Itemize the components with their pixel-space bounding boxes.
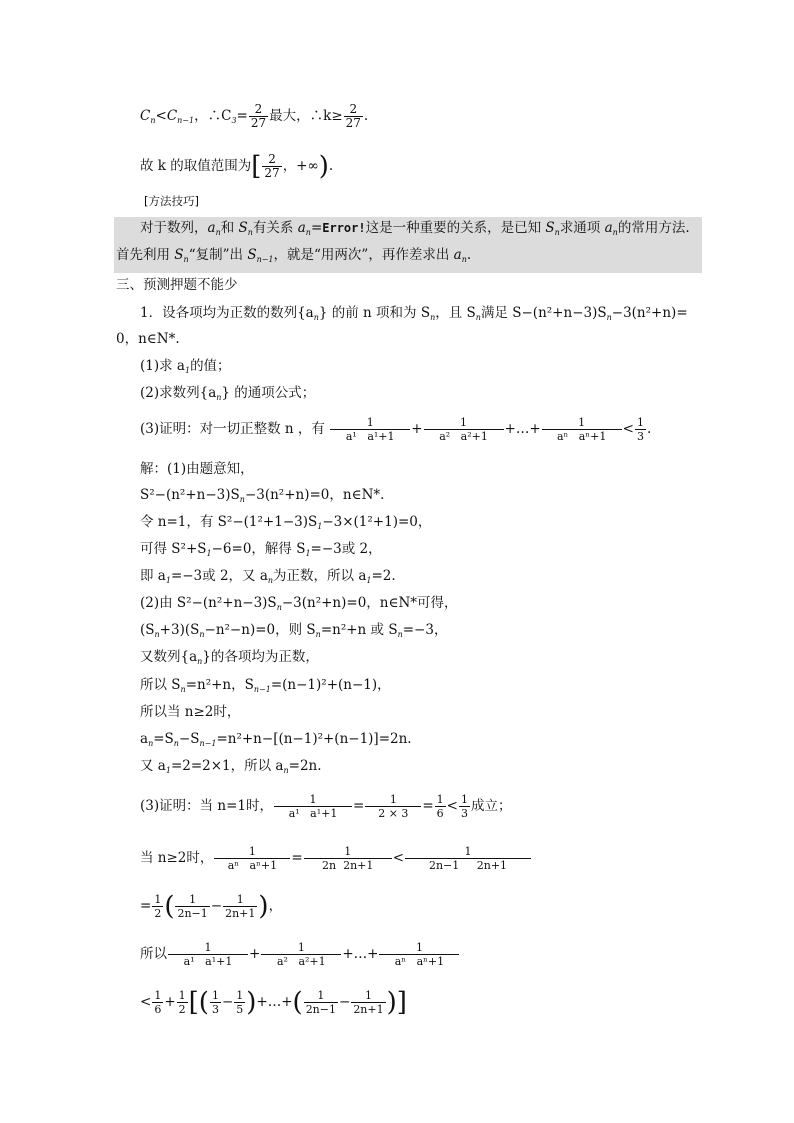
sub: n bbox=[313, 313, 319, 322]
text: 当 n≥2时， bbox=[140, 850, 214, 866]
question-1-part-3 bbox=[140, 416, 651, 443]
proof-sum bbox=[140, 941, 460, 968]
text: . bbox=[466, 247, 472, 263]
fraction-1-3-b bbox=[459, 793, 470, 820]
question-1-part-1: (1)求 $a_1$的值； bbox=[140, 358, 231, 375]
paren: ) bbox=[246, 987, 257, 1018]
lt: < bbox=[622, 421, 634, 437]
eq: = bbox=[291, 850, 303, 866]
frac-num: 1 bbox=[236, 989, 244, 1002]
eq: = bbox=[140, 898, 152, 914]
text: 这是一种重要的关系，是已知 bbox=[365, 220, 546, 236]
period: . bbox=[646, 421, 652, 437]
period: . bbox=[328, 158, 334, 174]
line-c-compare bbox=[140, 103, 368, 130]
therefore-c: ，∴C bbox=[194, 108, 232, 124]
sub-3: 3 bbox=[231, 116, 237, 125]
text: ，就是“用两次”，再作差求出 bbox=[273, 247, 454, 263]
fraction-1-2-b bbox=[177, 989, 188, 1016]
text: 的常用方法. bbox=[617, 220, 690, 236]
den-part: 2n−1 bbox=[428, 859, 460, 872]
fraction-1-over-2x3 bbox=[365, 793, 421, 820]
den-part: a¹+1 bbox=[310, 807, 338, 820]
fraction-2-27-b bbox=[344, 103, 363, 130]
text: =−3或 2，又 a bbox=[170, 568, 268, 584]
frac-num: 2 bbox=[254, 102, 263, 116]
solution-line-5 bbox=[140, 594, 458, 617]
period: . bbox=[363, 108, 369, 124]
sub: n bbox=[315, 630, 321, 639]
error-text: Error! bbox=[322, 221, 366, 235]
frac-den: 27 bbox=[250, 116, 267, 130]
sub: n bbox=[283, 766, 289, 775]
fraction-2-27 bbox=[249, 103, 268, 130]
sub: n bbox=[239, 495, 245, 504]
frac-num: 1 bbox=[389, 793, 397, 806]
var: a bbox=[604, 220, 613, 236]
solution-line-3: 可得 $S^2+S_1-6=0$，解得 $S_1=-3$或 2， bbox=[140, 541, 382, 558]
den-part: aⁿ+1 bbox=[578, 430, 607, 443]
sub: n bbox=[148, 739, 154, 748]
line-range-k bbox=[140, 153, 333, 180]
frac-num: 1 bbox=[189, 893, 197, 906]
frac-num: 1 bbox=[309, 793, 317, 806]
var: S bbox=[238, 220, 248, 236]
frac-den: 2 bbox=[178, 1003, 186, 1016]
fraction-1-6 bbox=[435, 793, 446, 820]
max-therefore-k: 最大，∴k≥ bbox=[269, 108, 343, 124]
fraction-term-2 bbox=[424, 416, 504, 443]
sub: n bbox=[305, 228, 311, 237]
frac-num: 1 bbox=[578, 416, 586, 429]
var: S bbox=[545, 220, 555, 236]
text: =2=2×1，所以 a bbox=[170, 758, 284, 774]
var: S bbox=[247, 247, 257, 263]
question-1-stem bbox=[140, 304, 688, 327]
frac-den: 3 bbox=[636, 430, 644, 443]
sub: n bbox=[247, 228, 253, 237]
lt: < bbox=[392, 850, 405, 866]
frac-den: 3 bbox=[211, 1003, 219, 1016]
frac-num: 1 bbox=[236, 893, 244, 906]
den-part: a² bbox=[439, 430, 451, 443]
proof-n1 bbox=[140, 793, 511, 820]
text: 令 n=1，有 S²−(1²+1−3)S bbox=[140, 514, 318, 530]
sub-n: n bbox=[150, 116, 156, 125]
den-part: aⁿ+1 bbox=[249, 859, 278, 872]
frac-num: 1 bbox=[211, 989, 219, 1002]
fraction-1-2n+1 bbox=[223, 893, 257, 920]
text: 可得 S²+S bbox=[140, 541, 207, 557]
den-part: aⁿ+1 bbox=[416, 955, 445, 968]
plus: + bbox=[411, 421, 423, 437]
text: 的值； bbox=[190, 358, 231, 374]
text: 和 bbox=[220, 220, 239, 236]
text: =n²+n 或 S bbox=[320, 622, 398, 638]
proof-n-ge-2 bbox=[140, 845, 532, 872]
fraction-term-n bbox=[542, 416, 622, 443]
text: 对于数列， bbox=[140, 220, 208, 236]
den-part: a¹+1 bbox=[367, 430, 395, 443]
frac-num: 2 bbox=[268, 152, 276, 166]
sub: n bbox=[461, 255, 467, 264]
text: =−3， bbox=[402, 622, 448, 638]
fraction-sum-1 bbox=[168, 941, 248, 968]
text: 满足 S bbox=[480, 305, 522, 321]
text: S²−(n²+n−3)S bbox=[140, 487, 240, 503]
fraction-term-1 bbox=[330, 416, 410, 443]
frac-num: 1 bbox=[317, 989, 325, 1002]
method-paragraph-2 bbox=[116, 246, 471, 269]
text: } 的前 n 项和为 S bbox=[318, 305, 431, 321]
den-part: aⁿ bbox=[556, 430, 569, 443]
sub: n bbox=[215, 228, 221, 237]
den-part: a² bbox=[276, 955, 288, 968]
frac-den bbox=[168, 954, 248, 968]
sub: n−1 bbox=[256, 255, 274, 264]
solution-line-1 bbox=[140, 486, 384, 509]
frac-den: 2n−1 bbox=[305, 1003, 336, 1016]
solution-line-7 bbox=[140, 648, 319, 671]
text: −n²−n)=0，则 S bbox=[204, 622, 316, 638]
text: −S bbox=[178, 731, 200, 747]
frac-num: 1 bbox=[344, 845, 352, 858]
frac-num: 1 bbox=[178, 989, 186, 1002]
frac-den bbox=[214, 858, 290, 872]
sub: n bbox=[397, 630, 403, 639]
sub: n bbox=[612, 228, 618, 237]
paren: ( bbox=[292, 987, 303, 1018]
frac-num: 1 bbox=[297, 941, 305, 954]
frac-num: 2 bbox=[349, 102, 358, 116]
fraction-an bbox=[214, 845, 290, 872]
frac-den bbox=[405, 858, 531, 872]
section-heading-3: 三、预测押题不能少 bbox=[116, 277, 238, 293]
text: =(n−1)²+(n−1)， bbox=[270, 677, 391, 693]
lt-sign: < bbox=[155, 108, 167, 124]
var: a bbox=[297, 220, 306, 236]
sub: n bbox=[276, 603, 282, 612]
fraction-1-5 bbox=[234, 989, 245, 1016]
den-part: a¹ bbox=[345, 430, 357, 443]
frac-num: 1 bbox=[364, 989, 372, 1002]
frac-den bbox=[424, 429, 504, 443]
sub: n bbox=[180, 685, 186, 694]
frac-num: 1 bbox=[248, 845, 256, 858]
fraction-1-2n-1 bbox=[175, 893, 209, 920]
fraction-1-2n-1-b bbox=[304, 989, 338, 1016]
text: =n²+n−[(n−1)²+(n−1)]=2n. bbox=[216, 731, 412, 747]
text: (3)证明：对一切正整数 n ，有 bbox=[140, 421, 325, 437]
den-part: a¹+1 bbox=[205, 955, 233, 968]
fraction-sum-n bbox=[379, 941, 459, 968]
den-part: 2n+1 bbox=[343, 859, 374, 872]
text: } 的通项公式； bbox=[221, 385, 316, 401]
den-part: aⁿ bbox=[227, 859, 240, 872]
frac-num: 1 bbox=[154, 893, 162, 906]
text: }的各项均为正数， bbox=[202, 649, 319, 665]
frac-den bbox=[330, 429, 410, 443]
eq: = bbox=[422, 798, 434, 814]
text: ，且 S bbox=[435, 305, 476, 321]
solution-line-6 bbox=[140, 621, 447, 644]
frac-num: 1 bbox=[436, 793, 444, 806]
paren: ( bbox=[198, 987, 209, 1018]
solution-line-10: $a_n=S_n-S_{n-1}=n^2+n-[(n-1)^2+(n-1)]=2n$. bbox=[140, 731, 412, 748]
fraction-sum-2 bbox=[261, 941, 341, 968]
text: =2. bbox=[371, 568, 396, 584]
range-rest: ，+∞ bbox=[282, 158, 319, 174]
text: =n²+n，S bbox=[185, 677, 254, 693]
frac-den: 27 bbox=[345, 116, 361, 130]
frac-den: 2 × 3 bbox=[365, 806, 421, 820]
text: (S bbox=[140, 622, 155, 638]
frac-num: 1 bbox=[460, 416, 468, 429]
text: 成立； bbox=[470, 798, 512, 814]
sub: n bbox=[430, 313, 436, 322]
solution-line-8: 所以 $S_n=n^2+n$，$S_{n-1}=(n-1)^2+(n-1)$， bbox=[140, 677, 391, 694]
sub: n bbox=[216, 393, 222, 402]
fraction-2n-1 bbox=[405, 845, 531, 872]
text: 即 a bbox=[140, 568, 166, 584]
lt: < bbox=[140, 994, 152, 1010]
plus: + bbox=[249, 946, 261, 962]
var: a bbox=[207, 220, 216, 236]
method-heading: [方法技巧] bbox=[144, 194, 199, 208]
c-var-2: C bbox=[166, 108, 178, 124]
text: 又 a bbox=[140, 758, 166, 774]
var: S bbox=[174, 247, 184, 263]
lt: < bbox=[446, 798, 458, 814]
frac-num: 1 bbox=[636, 416, 644, 429]
text: 1．设各项均为正数的数列{a bbox=[140, 305, 314, 321]
frac-num: 1 bbox=[204, 941, 212, 954]
text: =−3或 2， bbox=[310, 541, 382, 557]
sub: n bbox=[154, 630, 160, 639]
frac-den: 6 bbox=[436, 807, 444, 820]
paren: ( bbox=[164, 891, 175, 922]
sub-n-1: n−1 bbox=[177, 116, 195, 125]
right-paren: ) bbox=[318, 151, 329, 182]
solution-line-2: 令 n=1，有 $S^2-(1^2+1-3)S_1-3\times(1^2+1)=0$， bbox=[140, 514, 432, 531]
frac-den bbox=[274, 806, 352, 820]
dots: +…+ bbox=[342, 946, 379, 962]
frac-den bbox=[304, 858, 392, 872]
fraction-1-2n+1-b bbox=[351, 989, 385, 1016]
text: −3(n²+n)=0，n∈N*. bbox=[244, 487, 385, 503]
frac-den bbox=[261, 954, 341, 968]
den-part: a¹ bbox=[183, 955, 195, 968]
fraction-2-27-c bbox=[262, 153, 281, 180]
text: −(n²+n−3)S bbox=[521, 305, 607, 321]
frac-den: 3 bbox=[460, 807, 468, 820]
den-part: a²+1 bbox=[460, 430, 488, 443]
sub: n bbox=[183, 255, 189, 264]
fraction-1-3 bbox=[635, 416, 646, 443]
frac-den bbox=[379, 954, 459, 968]
frac-num: 1 bbox=[460, 793, 468, 806]
text: −3(n²+n)= bbox=[611, 305, 688, 321]
text: 又数列{a bbox=[140, 649, 198, 665]
proof-half-diff: = $\frac{1}{2}$ ( $\frac{1}{2n-1}$ − $\frac{1}{2n+1}$ )， bbox=[140, 891, 283, 922]
den-part: a²+1 bbox=[298, 955, 326, 968]
text: 首先利用 bbox=[116, 247, 175, 263]
solution-heading: 解：(1)由题意知， bbox=[140, 461, 254, 477]
frac-den: 6 bbox=[154, 1003, 162, 1016]
text: −3(n²+n)=0，n∈N*可得， bbox=[281, 595, 458, 611]
text: +3)(S bbox=[159, 622, 200, 638]
frac-den: 27 bbox=[264, 166, 280, 180]
sub: n bbox=[554, 228, 560, 237]
text: (3)证明：当 n=1时， bbox=[140, 798, 274, 814]
text: −3×(1²+1)=0， bbox=[322, 514, 432, 530]
question-1-part-2 bbox=[140, 384, 315, 407]
fraction-a1 bbox=[274, 793, 352, 820]
text: 为正数，所以 a bbox=[273, 568, 367, 584]
frac-den: 2 bbox=[154, 907, 162, 920]
fraction-1-3-c bbox=[210, 989, 221, 1016]
fraction-1-6-b bbox=[152, 989, 163, 1016]
method-paragraph-1 bbox=[140, 219, 690, 242]
eq: = bbox=[353, 798, 365, 814]
solution-line-11: 又 $a_1=2=2\times 1$，所以 $a_n=2n$. bbox=[140, 758, 322, 775]
fraction-2n bbox=[304, 845, 392, 872]
sub: n bbox=[475, 313, 481, 322]
text: =2n. bbox=[288, 758, 322, 774]
frac-num: 1 bbox=[415, 941, 423, 954]
frac-den: 5 bbox=[236, 1003, 244, 1016]
text: (1)求 a bbox=[140, 358, 185, 374]
solution-line-9: 所以当 n≥2时， bbox=[140, 704, 241, 720]
text: −6=0，解得 S bbox=[211, 541, 306, 557]
sub: n bbox=[199, 630, 205, 639]
text: “复制”出 bbox=[188, 247, 248, 263]
frac-num: 1 bbox=[366, 416, 374, 429]
frac-den: 2n−1 bbox=[177, 907, 208, 920]
sub: n bbox=[267, 576, 274, 585]
text: 有关系 bbox=[252, 220, 298, 236]
bracket: [ bbox=[188, 987, 199, 1018]
den-part: a¹ bbox=[288, 807, 300, 820]
left-bracket: [ bbox=[251, 151, 262, 182]
sub: n bbox=[197, 657, 203, 666]
text: (2)由 S²−(n²+n−3)S bbox=[140, 595, 277, 611]
fraction-1-2 bbox=[152, 893, 163, 920]
question-1-stem-cont: 0，n∈N*. bbox=[116, 331, 180, 347]
paren: ) bbox=[258, 891, 269, 922]
text: (2)求数列{a bbox=[140, 385, 217, 401]
range-prefix: 故 k 的取值范围为 bbox=[140, 158, 252, 174]
den-part: 2n+1 bbox=[476, 859, 508, 872]
var: a bbox=[453, 247, 462, 263]
den-part: aⁿ bbox=[394, 955, 407, 968]
frac-num: 1 bbox=[154, 989, 162, 1002]
eq-sign: = bbox=[236, 108, 248, 124]
frac-den bbox=[542, 429, 622, 443]
frac-den: 2n+1 bbox=[225, 907, 256, 920]
text: a bbox=[140, 731, 149, 747]
dots: +…+ bbox=[504, 421, 541, 437]
dots: +…+ bbox=[256, 994, 293, 1010]
solution-line-4: 即 $a_1=-3$或 2，又 $a_n$为正数，所以 $a_1=2$. bbox=[140, 568, 396, 585]
text: 所以 S bbox=[140, 677, 181, 693]
paren: ) bbox=[386, 987, 397, 1018]
frac-num: 1 bbox=[464, 845, 472, 858]
text: ， bbox=[268, 898, 283, 914]
sub: n bbox=[173, 739, 179, 748]
bracket: ] bbox=[396, 987, 407, 1018]
c-var: C bbox=[140, 108, 151, 124]
sub: n bbox=[606, 313, 612, 322]
text: 所以 bbox=[140, 946, 167, 962]
den-part: 2n bbox=[322, 859, 337, 872]
text: 求通项 bbox=[559, 220, 605, 236]
frac-den: 2n+1 bbox=[353, 1003, 384, 1016]
text: = bbox=[310, 220, 323, 236]
proof-bound: < $\frac{1}{6}$ + $\frac{1}{2}$ [( $\frac{1}{3}$ − $\frac{1}{5}$ )+…+( $\frac{1}{2n-1}$ − $\frac{1}{2n+1}$ )] bbox=[140, 987, 407, 1018]
text: =S bbox=[153, 731, 174, 747]
